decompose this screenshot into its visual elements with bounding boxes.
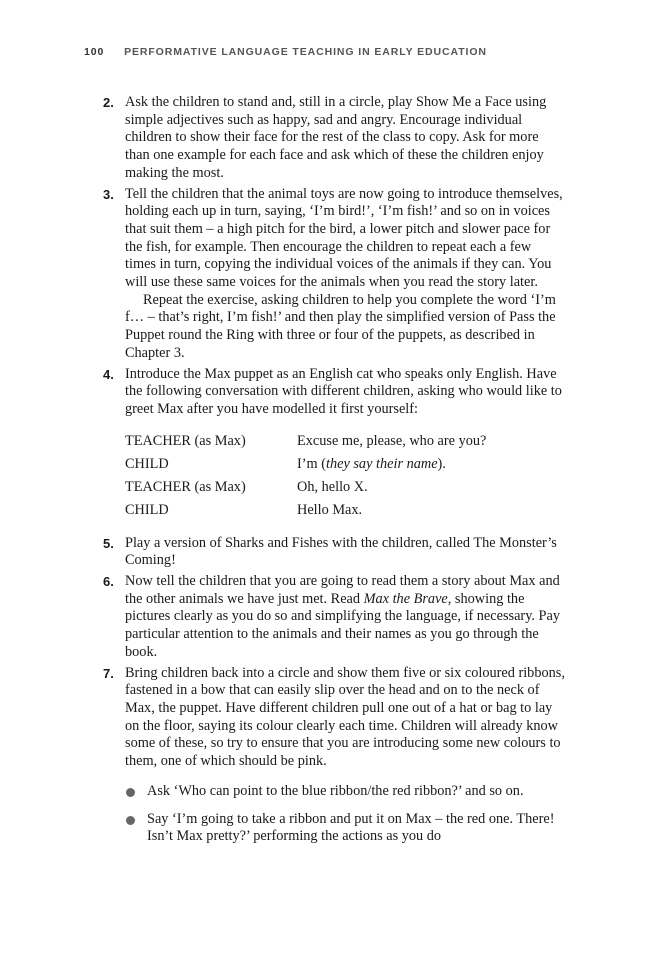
book-title: PERFORMATIVE LANGUAGE TEACHING IN EARLY EDUCATION — [124, 46, 487, 58]
step-paragraph: Ask the children to stand and, still in a circle, play Show Me a Face using simple adjectives such as happy, sad and angry. Encourage individual children to show their face for the rest of the class to copy. Ask for more than one example for each face and ask which of these the children enjoy making the most. — [125, 94, 547, 181]
dialogue-line — [125, 500, 565, 523]
step-paragraph: Tell the children that the animal toys are now going to introduce themselves, holding each up in turn, saying, ‘I’m bird!’, ‘I’m fish!’ and so on in voices that suit them – a high pitch for the bird, a lower pitch and slower pace for the fish, for example. Then encourage the children to repeat each a few times in turn, copying the individual voices of the animals if they can. You will use these same voices for the animals when you read the story later. — [125, 185, 563, 291]
step-7 — [103, 665, 565, 846]
step-number: 7. — [103, 665, 114, 681]
dialogue-speaker: TEACHER (as Max) — [125, 479, 246, 496]
step-paragraph: Bring children back into a circle and show them five or six coloured ribbons, fastened in a bow that can easily slip over the head and on to the neck of Max, the puppet. Have different children pull one out of a hat or bag to lay on the floor, saying its colour clearly each time. Children will already know some of these, so try to ensure that you are introducing some new colours to them, one of which should be pink. — [125, 664, 565, 770]
step-6 — [103, 573, 565, 662]
dialogue-speech: Hello Max. — [297, 502, 363, 519]
step-number: 4. — [103, 366, 114, 382]
page-number: 100 — [84, 46, 105, 58]
step-5 — [103, 535, 565, 570]
bullet-item — [125, 783, 565, 801]
step-paragraph: Introduce the Max puppet as an English cat who speaks only English. Have the following conversation with different children, asking who would like to greet Max after you have modelled it first yourself: — [125, 365, 562, 417]
dialogue-line — [125, 477, 565, 500]
bullet-text: Ask ‘Who can point to the blue ribbon/the red ribbon?’ and so on. — [147, 782, 524, 799]
bullet-icon — [126, 788, 135, 797]
step-paragraph: Repeat the exercise, asking children to help you complete the word ‘I’m f… – that’s right, I’m fish!’ and then play the simplified version of Pass the Puppet round the Ring with three or four of the puppets, as described in Chapter 3. — [125, 291, 556, 361]
bullet-text: Say ‘I’m going to take a ribbon and put it on Max – the red one. There! Isn’t Max pretty?’ performing the actions as you do — [147, 810, 555, 845]
dialogue-table — [125, 431, 565, 523]
dialogue-speaker: TEACHER (as Max) — [125, 433, 246, 450]
step-2 — [103, 94, 565, 183]
step-3 — [103, 186, 565, 363]
dialogue-speech: Excuse me, please, who are you? — [297, 433, 487, 450]
step-number: 5. — [103, 535, 114, 551]
running-header — [84, 46, 610, 58]
dialogue-speaker: CHILD — [125, 502, 169, 519]
step-4 — [103, 366, 565, 523]
step-number: 6. — [103, 574, 114, 590]
dialogue-speech: I’m (they say their name). — [297, 456, 446, 473]
dialogue-speaker: CHILD — [125, 456, 169, 473]
dialogue-line — [125, 454, 565, 477]
book-title-italic: Max the Brave — [363, 590, 448, 607]
dialogue-speech: Oh, hello X. — [297, 479, 368, 496]
bullet-item — [125, 811, 565, 846]
page-body — [103, 94, 565, 856]
step-paragraph: Now tell the children that you are going to read them a story about Max and the other animals we have just met. Read Max the Brave, showing the pictures clearly as you do so and simplifying the language, if necessary. Pay particular attention to the animals and their names as you go through the book. — [125, 573, 561, 660]
bullet-list — [125, 783, 565, 846]
step-paragraph: Play a version of Sharks and Fishes with the children, called The Monster’s Coming! — [125, 534, 557, 569]
dialogue-line — [125, 431, 565, 454]
step-number: 2. — [103, 95, 114, 110]
bullet-icon — [126, 816, 135, 825]
step-number: 3. — [103, 186, 114, 202]
